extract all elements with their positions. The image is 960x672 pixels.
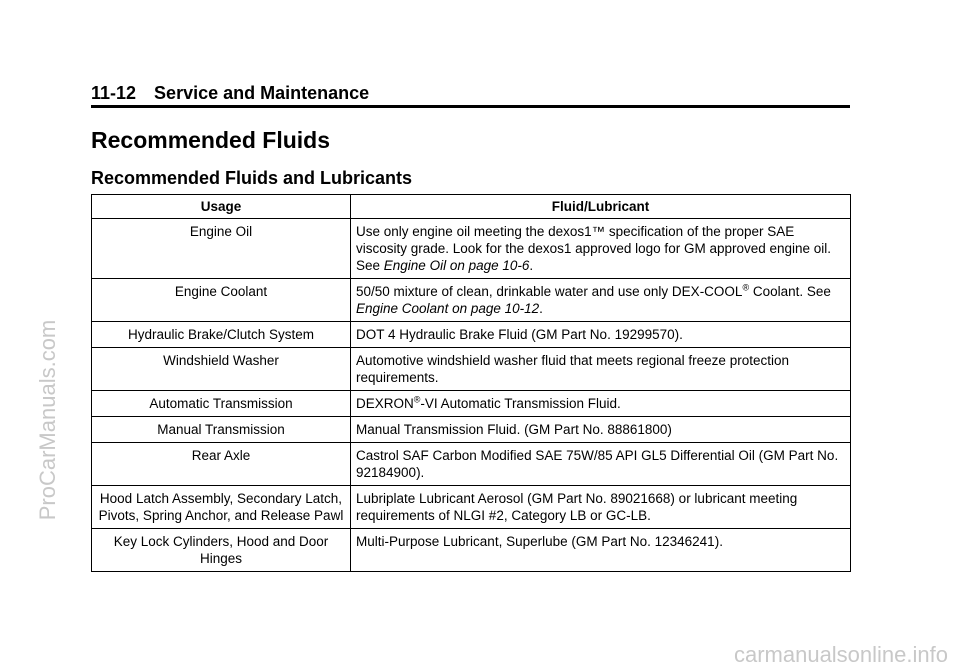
bottom-watermark: carmanualsonline.info [733,642,948,667]
registered-mark: ® [742,282,750,293]
table-row [92,391,851,417]
page-header [91,82,850,108]
fluid-cell: Automotive windshield washer fluid that meets regional freeze protection requirements. [351,348,851,391]
side-watermark: ProCarManuals.com [35,319,60,521]
table-row [92,443,851,486]
page-title: Recommended Fluids [91,127,330,153]
page-reference-link[interactable]: Engine Oil on page 10-6 [383,258,530,273]
fluid-cell: DOT 4 Hydraulic Brake Fluid (GM Part No. 19299570). [351,322,851,348]
fluid-cell: Multi-Purpose Lubricant, Superlube (GM Part No. 12346241). [351,529,851,572]
fluid-text-end: . [529,258,534,273]
fluid-text: Use only engine oil meeting the dexos1™ specification of the proper SAE viscosity grade. Look for the dexos1 approved logo for GM approved engine oil. See [356,224,832,273]
usage-cell: Hood Latch Assembly, Secondary Latch, Pivots, Spring Anchor, and Release Pawl [92,486,351,529]
table-row [92,348,851,391]
column-header-usage: Usage [92,195,351,219]
usage-cell: Windshield Washer [92,348,351,391]
fluid-text-end: . [539,301,543,316]
table-row [92,322,851,348]
fluid-cell [351,279,851,322]
section-subtitle: Recommended Fluids and Lubricants [91,168,413,188]
table-row [92,486,851,529]
fluid-cell: Lubriplate Lubricant Aerosol (GM Part No. 89021668) or lubricant meeting requirements of NLGI #2, Category LB or GC-LB. [351,486,851,529]
fluid-text: 50/50 mixture of clean, drinkable water and use only DEX-COOL [356,284,743,299]
usage-cell: Manual Transmission [92,417,351,443]
registered-mark: ® [413,394,421,405]
usage-cell: Automatic Transmission [92,391,351,417]
usage-cell: Engine Coolant [92,279,351,322]
section-title: Service and Maintenance [154,83,370,103]
table-row [92,529,851,572]
fluid-text-cont: -VI Automatic Transmission Fluid. [420,396,621,411]
usage-cell: Hydraulic Brake/Clutch System [92,322,351,348]
table-row [92,219,851,279]
usage-cell: Engine Oil [92,219,351,279]
table-row [92,279,851,322]
table-header-row [92,195,851,219]
page-number: 11-12 [91,83,137,103]
page-reference-link[interactable]: Engine Coolant on page 10-12 [356,301,540,316]
usage-cell: Rear Axle [92,443,351,486]
fluid-cell: Castrol SAF Carbon Modified SAE 75W/85 API GL5 Differential Oil (GM Part No. 92184900). [351,443,851,486]
table-row [92,417,851,443]
column-header-fluid: Fluid/Lubricant [351,195,851,219]
fluid-cell: Manual Transmission Fluid. (GM Part No. 88861800) [351,417,851,443]
fluid-cell [351,391,851,417]
fluid-text-cont: Coolant. See [749,284,831,299]
usage-cell: Key Lock Cylinders, Hood and Door Hinges [92,529,351,572]
fluids-table [91,194,851,572]
fluid-text: DEXRON [356,396,414,411]
fluid-cell [351,219,851,279]
